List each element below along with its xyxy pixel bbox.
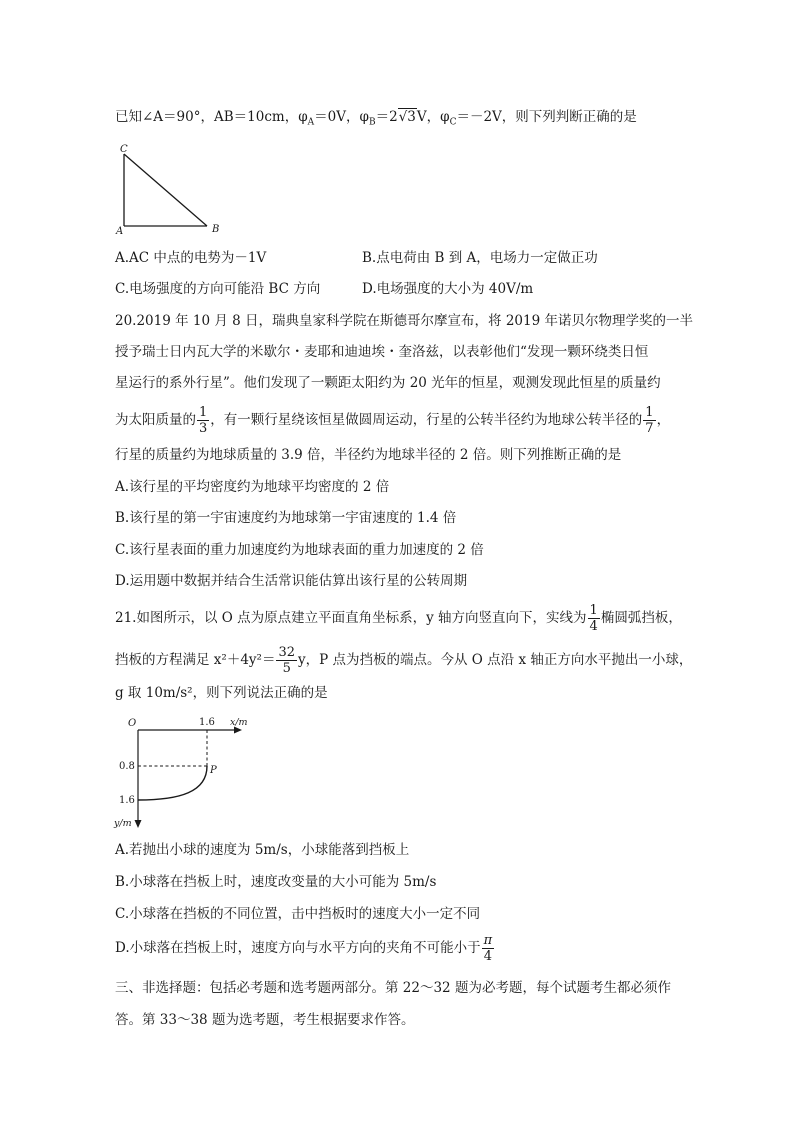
q20-line-4-part: 为太阳质量的 — [115, 412, 196, 428]
q21-option-d-text: D.小球落在挡板上时，速度方向与水平方向的夹角不可能小于 — [115, 940, 481, 956]
q21-line-2-part: 挡板的方程满足 x²＋4y²＝ — [115, 652, 276, 668]
q19-stem-part: 已知∠A＝90°，AB＝10cm，φ — [115, 109, 308, 125]
fraction-denominator: 4 — [483, 949, 493, 964]
y-axis-label: y/m — [114, 818, 132, 829]
q21-option-c: C.小球落在挡板的不同位置，击中挡板时的速度大小一定不同 — [115, 906, 481, 922]
x-tick-label: 1.6 — [199, 717, 215, 728]
x-axis-label: x/m — [230, 717, 248, 728]
fraction-thirty-two-fifths — [276, 646, 297, 675]
q21-line-1 — [115, 598, 682, 638]
fraction-one-third — [197, 406, 209, 435]
fraction-pi-over-four — [482, 934, 495, 963]
vertex-label-a: A — [116, 226, 124, 237]
fraction-denominator: 3 — [199, 421, 208, 436]
subscript: B — [368, 117, 376, 128]
q21-option-b: B.小球落在挡板上时，速度改变量的大小可能为 5m/s — [115, 874, 437, 890]
q19-triangle-figure — [110, 138, 230, 238]
subscript: C — [449, 117, 457, 128]
q21-line-3: g 取 10m/s²，则下列说法正确的是 — [115, 685, 328, 701]
point-p-label: P — [210, 765, 217, 776]
q20-line-4-part: ， — [656, 412, 671, 428]
q20-option-d: D.运用题中数据并结合生活常识能估算出该行星的公转周期 — [115, 573, 468, 589]
q19-stem — [115, 107, 637, 133]
y-tick-label-1: 0.8 — [119, 761, 135, 772]
q21-line-1-part: 椭圆弧挡板， — [600, 610, 682, 626]
vertex-label-c: C — [120, 144, 128, 155]
sqrt-radicand: 3 — [407, 109, 416, 125]
q20-line-1: 20.2019 年 10 月 8 日，瑞典皇家科学院在斯德哥尔摩宣布，将 2019 年诺贝尔物理学奖的一半 — [115, 313, 693, 329]
fraction-numerator: 32 — [278, 645, 295, 660]
q21-option-d — [115, 928, 495, 968]
q21-option-a: A.若抛出小球的速度为 5m/s，小球能落到挡板上 — [115, 842, 410, 858]
origin-label: O — [128, 718, 137, 729]
section3-line-2: 答。第 33～38 题为选考题，考生根据要求作答。 — [115, 1012, 415, 1028]
q20-line-5: 行星的质量约为地球质量的 3.9 倍，半径约为地球半径的 2 倍。则下列推断正确的是 — [115, 447, 622, 463]
q20-line-4-part: ，有一颗行星绕该恒星做圆周运动，行星的公转半径约为地球公转半径的 — [210, 412, 643, 428]
fraction-numerator: 1 — [199, 405, 208, 420]
q20-line-2: 授予瑞士日内瓦大学的米歇尔・麦耶和迪迪埃・奎洛兹，以表彰他们“发现一颗环绕类日恒 — [115, 344, 649, 360]
y-tick-label-2: 1.6 — [119, 795, 135, 806]
fraction-one-seventh — [643, 406, 655, 435]
q19-option-a: A.AC 中点的电势为－1V — [115, 250, 267, 266]
section3-line-1: 三、非选择题：包括必考题和选考题两部分。第 22～32 题为必考题，每个试题考生都必须作 — [115, 980, 671, 996]
fraction-denominator: 5 — [282, 661, 291, 676]
q20-line-3: 星运行的系外行星”。他们发现了一颗距太阳约为 20 光年的恒星，观测发现此恒星的质量约 — [115, 375, 661, 391]
q19-option-b: B.点电荷由 B 到 A，电场力一定做正功 — [362, 250, 598, 266]
vertex-label-b: B — [212, 224, 220, 235]
q20-option-a: A.该行星的平均密度约为地球平均密度的 2 倍 — [115, 479, 390, 495]
q20-line-4 — [115, 400, 670, 440]
subscript: A — [307, 117, 315, 128]
q21-line-1-part: 21.如图所示，以 O 点为原点建立平面直角坐标系，y 轴方向竖直向下，实线为 — [115, 610, 587, 626]
fraction-numerator: 1 — [645, 405, 654, 420]
fraction-numerator: 1 — [589, 603, 598, 618]
q19-stem-part: V，φ — [416, 109, 450, 125]
q19-stem-part: ＝－2V，则下列判断正确的是 — [456, 109, 637, 125]
q19-option-c: C.电场强度的方向可能沿 BC 方向 — [115, 281, 321, 297]
q21-coordinate-figure — [110, 710, 260, 835]
sqrt-symbol: √3 — [398, 109, 416, 125]
q20-option-b: B.该行星的第一宇宙速度约为地球第一宇宙速度的 1.4 倍 — [115, 510, 457, 526]
q19-stem-part: ＝0V，φ — [314, 109, 369, 125]
q20-option-c: C.该行星表面的重力加速度约为地球表面的重力加速度的 2 倍 — [115, 542, 484, 558]
fraction-denominator: 4 — [589, 619, 598, 634]
q21-line-2 — [115, 640, 692, 680]
q19-stem-part: ＝2 — [375, 109, 398, 125]
fraction-denominator: 7 — [645, 421, 654, 436]
fraction-numerator: π — [483, 933, 493, 948]
q21-line-2-part: y，P 点为挡板的端点。今从 O 点沿 x 轴正方向水平抛出一小球， — [298, 652, 693, 668]
fraction-one-quarter — [588, 604, 600, 633]
q19-option-d: D.电场强度的大小为 40V/m — [362, 281, 534, 297]
